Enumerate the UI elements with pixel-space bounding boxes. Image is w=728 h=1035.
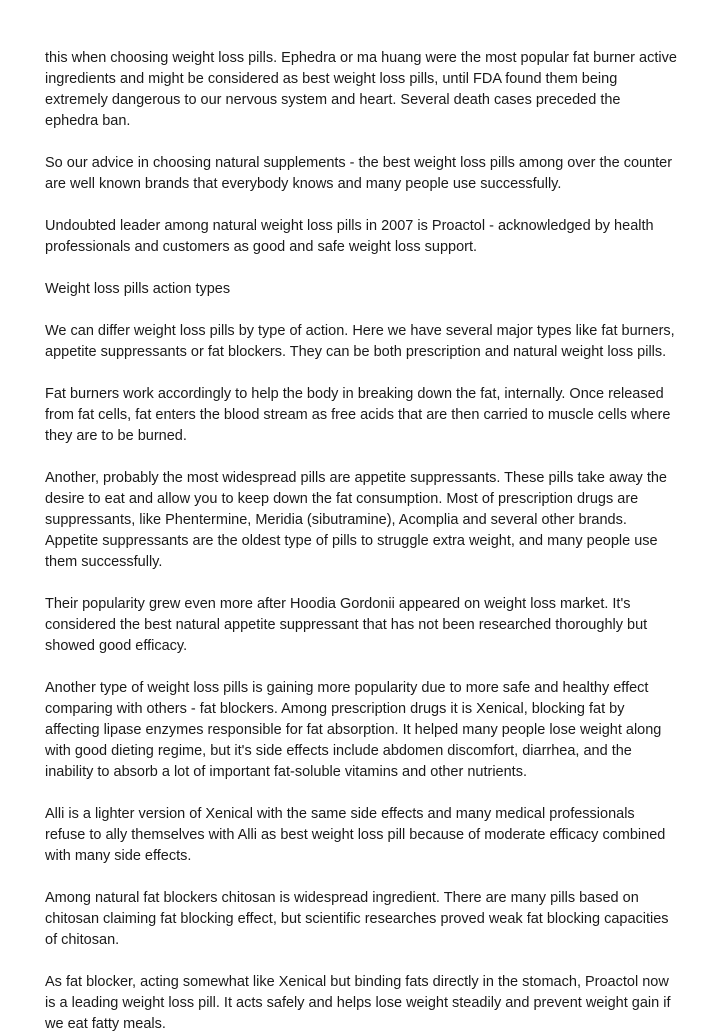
text-line: of chitosan. xyxy=(45,932,120,948)
text-line: with good dieting regime, but it's side effects include abdomen discomfort, diarrhea, and the xyxy=(45,743,632,759)
paragraph-hoodia xyxy=(45,594,700,657)
text-line: Fat burners work accordingly to help the body in breaking down the fat, internally. Once released xyxy=(45,386,664,402)
text-line: suppressants, like Phentermine, Meridia (sibutramine), Acomplia and several other brands. xyxy=(45,512,627,528)
text-line: refuse to ally themselves with Alli as best weight loss pill because of moderate efficacy combined xyxy=(45,827,666,843)
text-line: from fat cells, fat enters the blood stream as free acids that are then carried to muscle cells where xyxy=(45,407,671,423)
paragraph-types-of-action xyxy=(45,321,700,363)
paragraph-proactol-blocker xyxy=(45,972,700,1035)
section-heading-action-types xyxy=(45,279,700,300)
text-line: Their popularity grew even more after Hoodia Gordonii appeared on weight loss market. It's xyxy=(45,596,631,612)
text-line: Alli is a lighter version of Xenical with the same side effects and many medical professionals xyxy=(45,806,635,822)
paragraph-ephedra xyxy=(45,48,700,132)
text-line: ingredients and might be considered as best weight loss pills, until FDA found them being xyxy=(45,71,618,87)
text-line: with many side effects. xyxy=(45,848,192,864)
text-line: We can differ weight loss pills by type of action. Here we have several major types like fat burners, xyxy=(45,323,675,339)
paragraph-fat-blockers xyxy=(45,678,700,783)
text-line: Weight loss pills action types xyxy=(45,281,231,297)
text-line: they are to be burned. xyxy=(45,428,187,444)
text-line: considered the best natural appetite suppressant that has not been researched thoroughly but xyxy=(45,617,648,633)
document-page xyxy=(45,48,700,1035)
text-line: are well known brands that everybody knows and many people use successfully. xyxy=(45,176,562,192)
text-line: desire to eat and allow you to keep down the fat consumption. Most of prescription drugs are xyxy=(45,491,639,507)
text-line: this when choosing weight loss pills. Ephedra or ma huang were the most popular fat burner active xyxy=(45,50,677,66)
text-line: Among natural fat blockers chitosan is widespread ingredient. There are many pills based on xyxy=(45,890,639,906)
text-line: comparing with others - fat blockers. Among prescription drugs it is Xenical, blocking fat by xyxy=(45,701,625,717)
text-line: As fat blocker, acting somewhat like Xenical but binding fats directly in the stomach, Proactol now xyxy=(45,974,669,990)
paragraph-advice xyxy=(45,153,700,195)
text-line: is a leading weight loss pill. It acts safely and helps lose weight steadily and prevent weight gain if xyxy=(45,995,671,1011)
text-line: Appetite suppressants are the oldest type of pills to struggle extra weight, and many people use xyxy=(45,533,658,549)
text-line: Another type of weight loss pills is gaining more popularity due to more safe and healthy effect xyxy=(45,680,649,696)
paragraph-alli xyxy=(45,804,700,867)
text-line: professionals and customers as good and safe weight loss support. xyxy=(45,239,478,255)
text-line: showed good efficacy. xyxy=(45,638,188,654)
text-line: them successfully. xyxy=(45,554,163,570)
text-line: chitosan claiming fat blocking effect, but scientific researches proved weak fat blocking capacities xyxy=(45,911,669,927)
paragraph-proactol-leader xyxy=(45,216,700,258)
text-line: Another, probably the most widespread pills are appetite suppressants. These pills take away the xyxy=(45,470,667,486)
text-line: appetite suppressants or fat blockers. They can be both prescription and natural weight loss pills. xyxy=(45,344,667,360)
paragraph-fat-burners xyxy=(45,384,700,447)
paragraph-appetite-suppressants xyxy=(45,468,700,573)
text-line: inability to absorb a lot of important fat-soluble vitamins and other nutrients. xyxy=(45,764,527,780)
text-line: extremely dangerous to our nervous system and heart. Several death cases preceded the xyxy=(45,92,621,108)
text-line: we eat fatty meals. xyxy=(45,1016,166,1032)
text-line: ephedra ban. xyxy=(45,113,131,129)
paragraph-chitosan xyxy=(45,888,700,951)
text-line: Undoubted leader among natural weight loss pills in 2007 is Proactol - acknowledged by health xyxy=(45,218,654,234)
text-line: affecting lipase enzymes responsible for fat absorption. It helped many people lose weight along xyxy=(45,722,662,738)
text-line: So our advice in choosing natural supplements - the best weight loss pills among over the counter xyxy=(45,155,673,171)
